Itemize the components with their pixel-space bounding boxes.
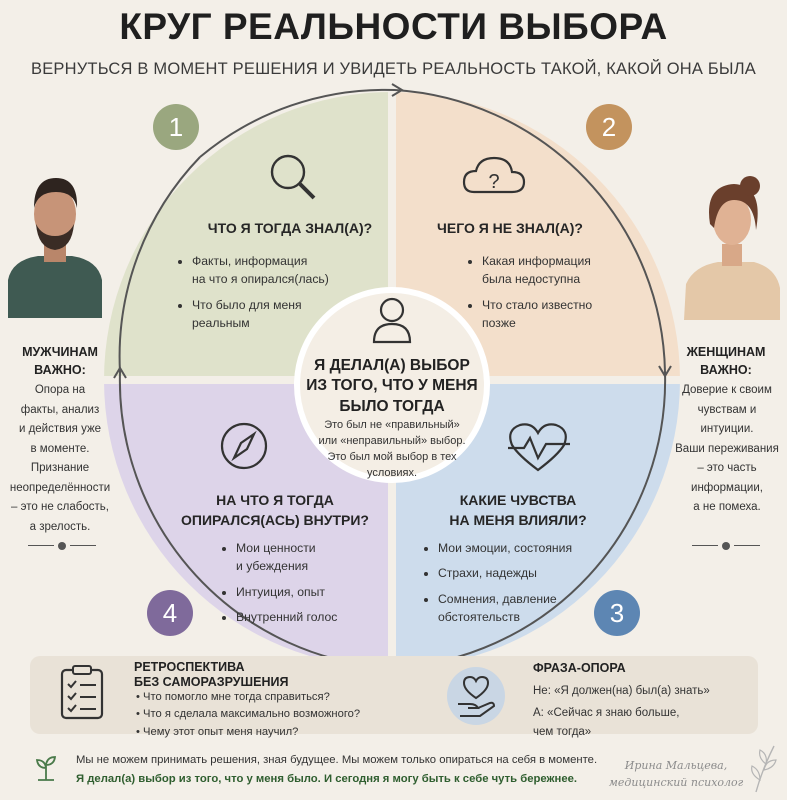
bullet-item: • Мои эмоции, состояния bbox=[438, 539, 604, 557]
list-item: • Чему этот опыт меня научил? bbox=[136, 724, 396, 741]
man-portrait bbox=[8, 168, 102, 318]
list-item: • Что помогло мне тогда справиться? bbox=[136, 689, 396, 706]
bullet-item: • Страхи, надежды bbox=[438, 564, 604, 582]
quadrant-number-2: 2 bbox=[586, 104, 632, 150]
center-title: Я ДЕЛАЛ(А) ВЫБОР ИЗ ТОГО, ЧТО У МЕНЯ БЫЛО ТОГДА bbox=[306, 357, 478, 415]
left-divider bbox=[28, 541, 96, 551]
bullet-item: • Внутренний голос bbox=[236, 608, 382, 626]
quadrant-4-title: НА ЧТО Я ТОГДА ОПИРАЛСЯ(АСЬ) ВНУТРИ? bbox=[181, 492, 369, 529]
right-divider bbox=[692, 541, 760, 551]
quadrant-2-title: ЧЕГО Я НЕ ЗНАЛ(А)? bbox=[437, 220, 583, 236]
quadrant-1-title: ЧТО Я ТОГДА ЗНАЛ(А)? bbox=[207, 220, 373, 236]
list-item: • Что я сделала максимально возможного? bbox=[136, 706, 396, 723]
quadrant-3-title: КАКИЕ ЧУВСТВА НА МЕНЯ ВЛИЯЛИ? bbox=[449, 492, 587, 529]
woman-portrait bbox=[684, 170, 780, 320]
bullet-item: • Мои ценности и убеждения bbox=[236, 539, 382, 576]
bullet-item: • Интуиция, опыт bbox=[236, 583, 382, 601]
quadrant-number-4: 4 bbox=[147, 590, 193, 636]
phrase-text: Не: «Я должен(на) был(а) знать» А: «Сейчас я знаю больше, чем тогда» bbox=[533, 685, 710, 738]
footer-line-1: Мы не можем принимать решения, зная будущее. Мы можем только опираться на себя в моменте. bbox=[76, 754, 598, 766]
women-important-text: Доверие к своим чувствам и интуиции. Ваши переживания – это часть информации, а не помеха. bbox=[675, 384, 779, 514]
quadrant-number-3: 3 bbox=[594, 590, 640, 636]
leaf-branch-icon bbox=[748, 740, 780, 794]
men-important-heading: МУЖЧИНАМ ВАЖНО: bbox=[22, 345, 98, 378]
retro-heading: РЕТРОСПЕКТИВА БЕЗ САМОРАЗРУШЕНИЯ bbox=[134, 660, 289, 689]
bullet-item: • Какая информация была недоступна bbox=[482, 252, 648, 289]
svg-text:?: ? bbox=[488, 171, 500, 193]
quadrant-3-bullets bbox=[424, 539, 604, 633]
bullet-item: • Факты, информация на что я опирался(лась) bbox=[192, 252, 358, 289]
footer-line-2: Я делал(а) выбор из того, что у меня было. И сегодня я могу быть к себе чуть бережнее. bbox=[76, 773, 578, 785]
retro-questions bbox=[136, 689, 396, 741]
bullet-item: • Что было для меня реальным bbox=[192, 296, 358, 333]
page-subtitle: ВЕРНУТЬСЯ В МОМЕНТ РЕШЕНИЯ И УВИДЕТЬ РЕАЛЬНОСТЬ ТАКОЙ, КАКОЙ ОНА БЫЛА bbox=[31, 60, 756, 78]
quadrant-number-1: 1 bbox=[153, 104, 199, 150]
clipboard-checklist-icon bbox=[58, 664, 110, 722]
phrase-heading: ФРАЗА-ОПОРА bbox=[533, 661, 626, 675]
quadrant-4-bullets bbox=[222, 539, 382, 633]
page-title: КРУГ РЕАЛЬНОСТИ ВЫБОРА bbox=[119, 6, 668, 47]
women-important-heading: ЖЕНЩИНАМ ВАЖНО: bbox=[686, 345, 766, 378]
men-important-text: Опора на факты, анализ и действия уже в моменте. Признание неопределённости – это не слабость, а зрелость. bbox=[9, 384, 111, 533]
bullet-item: • Что стало известно позже bbox=[482, 296, 648, 333]
quadrant-1-bullets bbox=[178, 252, 358, 339]
bullet-item: • Сомнения, давление обстоятельств bbox=[438, 590, 604, 627]
quadrant-2-bullets bbox=[468, 252, 648, 339]
center-text: Это был не «правильный» или «неправильный» выбор. Это был мой выбор в тех условиях. bbox=[318, 419, 466, 479]
author-signature: Ирина Мальцева, медицинский психолог bbox=[608, 759, 744, 789]
heart-hand-icon bbox=[446, 666, 506, 726]
sprout-icon bbox=[34, 752, 58, 782]
